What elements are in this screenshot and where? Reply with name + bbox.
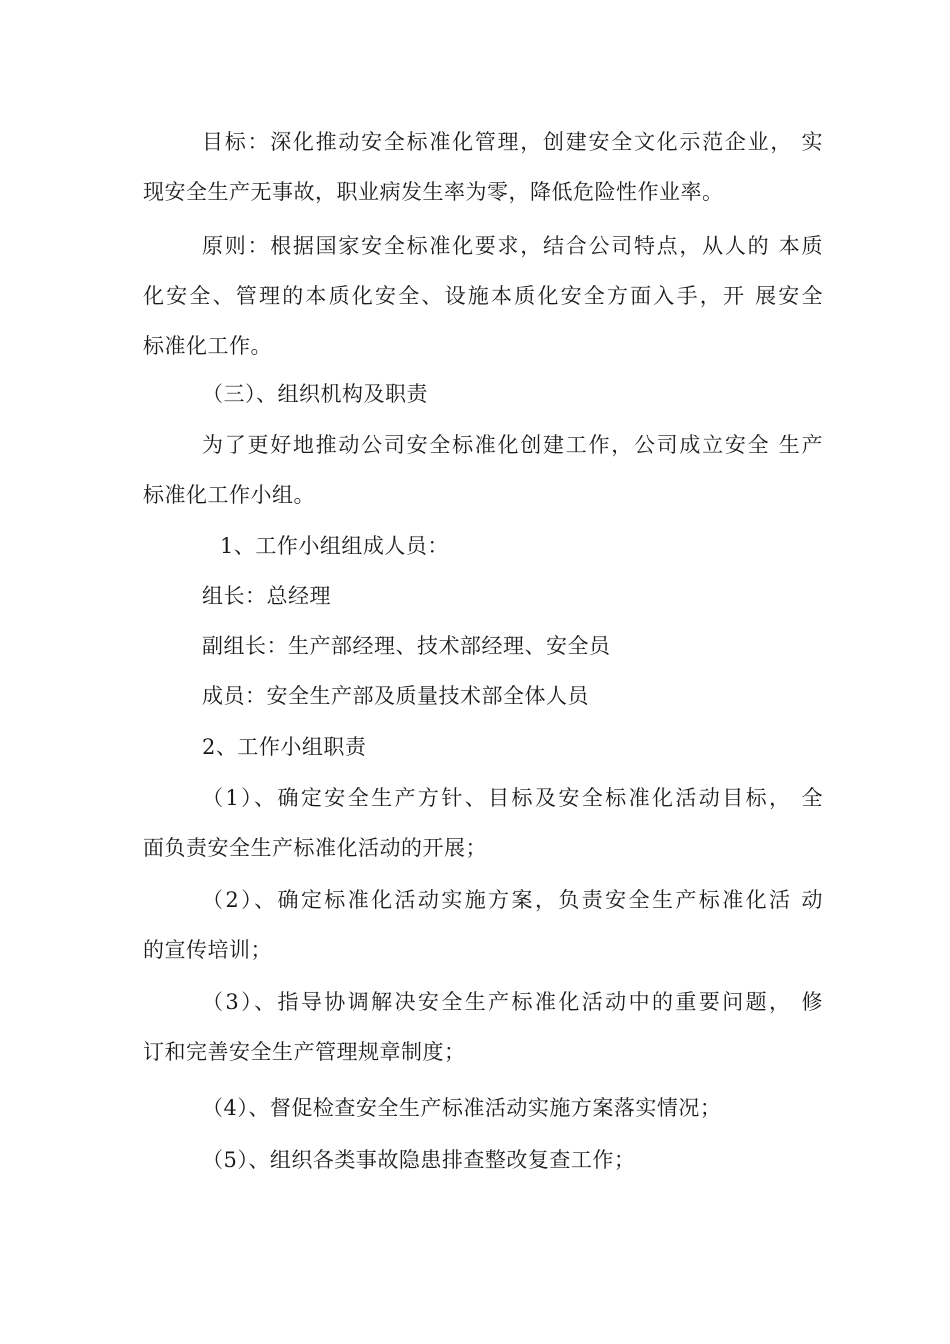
goal-paragraph-line-2: 现安全生产无事故，职业病发生率为零，降低危险性作业率。: [143, 180, 724, 204]
principle-paragraph-line-1: 原则：根据国家安全标准化要求，结合公司特点，从人的 本质: [202, 234, 823, 258]
duty-3-line-2: 订和完善安全生产管理规章制度；: [143, 1040, 466, 1064]
group-intro-line-1: 为了更好地推动公司安全标准化创建工作，公司成立安全 生产: [202, 433, 823, 457]
duty-2-line-1: （2）、确定标准化活动实施方案，负责安全生产标准化活 动: [202, 888, 823, 912]
principle-paragraph-line-3: 标准化工作。: [143, 334, 272, 358]
duty-4-line: （4）、督促检查安全生产标准活动实施方案落实情况；: [202, 1096, 722, 1120]
section-heading-organization: （三）、组织机构及职责: [202, 382, 428, 406]
duty-3-line-1: （3）、指导协调解决安全生产标准化活动中的重要问题， 修: [202, 990, 823, 1014]
principle-paragraph-line-2: 化安全、管理的本质化安全、设施本质化安全方面入手，开 展安全: [143, 284, 823, 308]
subsection-members-heading: 1、工作小组组成人员：: [220, 534, 449, 558]
duty-5-line: （5）、组织各类事故隐患排查整改复查工作；: [202, 1148, 636, 1172]
group-intro-line-2: 标准化工作小组。: [143, 483, 315, 507]
duty-1-line-2: 面负责安全生产标准化活动的开展；: [143, 836, 487, 860]
subsection-duties-heading: 2、工作小组职责: [202, 735, 367, 759]
deputy-leader-line: 副组长：生产部经理、技术部经理、安全员: [202, 634, 611, 658]
duty-1-line-1: （1）、确定安全生产方针、目标及安全标准化活动目标， 全: [202, 786, 823, 810]
members-line: 成员：安全生产部及质量技术部全体人员: [202, 684, 589, 708]
duty-2-line-2: 的宣传培训；: [143, 938, 272, 962]
leader-line: 组长：总经理: [202, 584, 331, 608]
goal-paragraph-line-1: 目标：深化推动安全标准化管理，创建安全文化示范企业， 实: [202, 130, 823, 154]
